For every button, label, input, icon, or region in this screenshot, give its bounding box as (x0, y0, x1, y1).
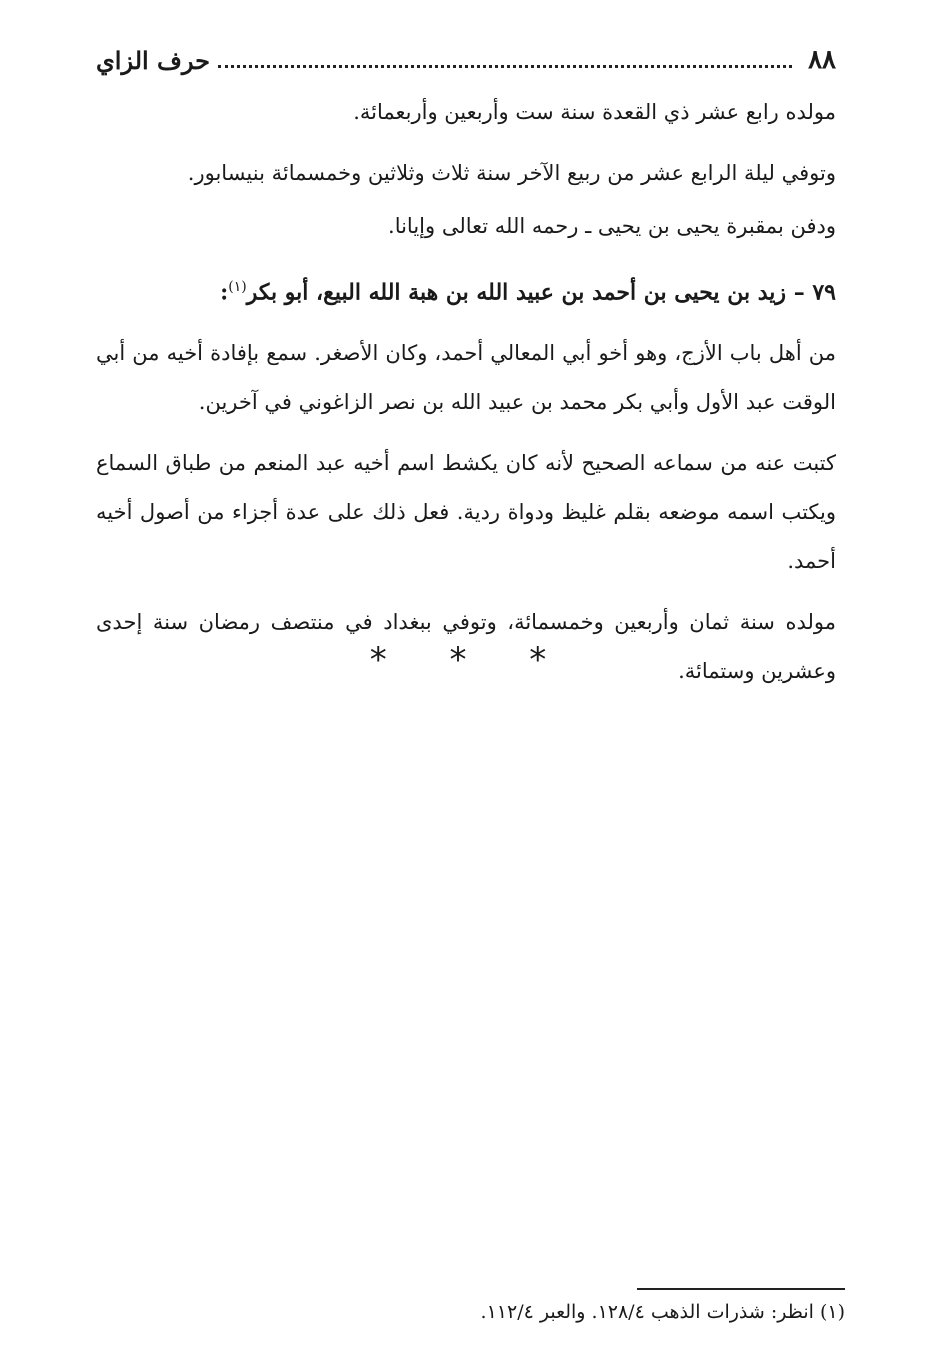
page-number: ٨٨ (808, 45, 836, 75)
paragraph-death-date: وتوفي ليلة الرابع عشر من ربيع الآخر سنة ثلاث وثلاثين وخمسمائة بنيسابور. (187, 161, 836, 185)
paragraph-birth-death: مولده سنة ثمان وأربعين وخمسمائة، وتوفي ببغداد في منتصف رمضان سنة إحدى وعشرين وستمائة. (96, 610, 836, 684)
paragraph-remarks: كتبت عنه من سماعه الصحيح لأنه كان يكشط اسم أخيه عبد المنعم من طباق السماع ويكتب اسمه موضعه بقلم غليظ ودواة ردية. فعل ذلك على عدة أجزاء من أصول أخيه أحمد. (96, 451, 836, 574)
section-separator: * * * (369, 640, 573, 680)
entry-title: ٧٩ – زيد بن يحيى بن أحمد بن عبيد الله بن هبة الله البيع، أبو بكر (246, 279, 836, 306)
footnote-rule (637, 1288, 845, 1290)
footnote: (١) انظر: شذرات الذهب ١٢٨/٤. والعبر ١١٢/٤. (480, 1301, 845, 1323)
footnote-reference: (١) (228, 279, 247, 295)
running-title: حرف الزاي (96, 45, 210, 75)
header-dot-leader (218, 65, 792, 68)
entry-heading-colon: : (220, 279, 229, 306)
page-header (96, 38, 836, 82)
paragraph-birth-date: مولده رابع عشر ذي القعدة سنة ست وأربعين وأربعمائة. (353, 100, 836, 124)
paragraph-burial: ودفن بمقبرة يحيى بن يحيى ـ رحمه الله تعالى وإيانا. (388, 214, 836, 238)
paragraph-origin: من أهل باب الأزج، وهو أخو أبي المعالي أحمد، وكان الأصغر. سمع بإفادة أخيه من أبي الوقت عبد الأول وأبي بكر محمد بن عبيد الله بن نصر الزاغوني في آخرين. (96, 341, 836, 415)
main-text (96, 88, 836, 708)
entry-heading (96, 263, 836, 317)
